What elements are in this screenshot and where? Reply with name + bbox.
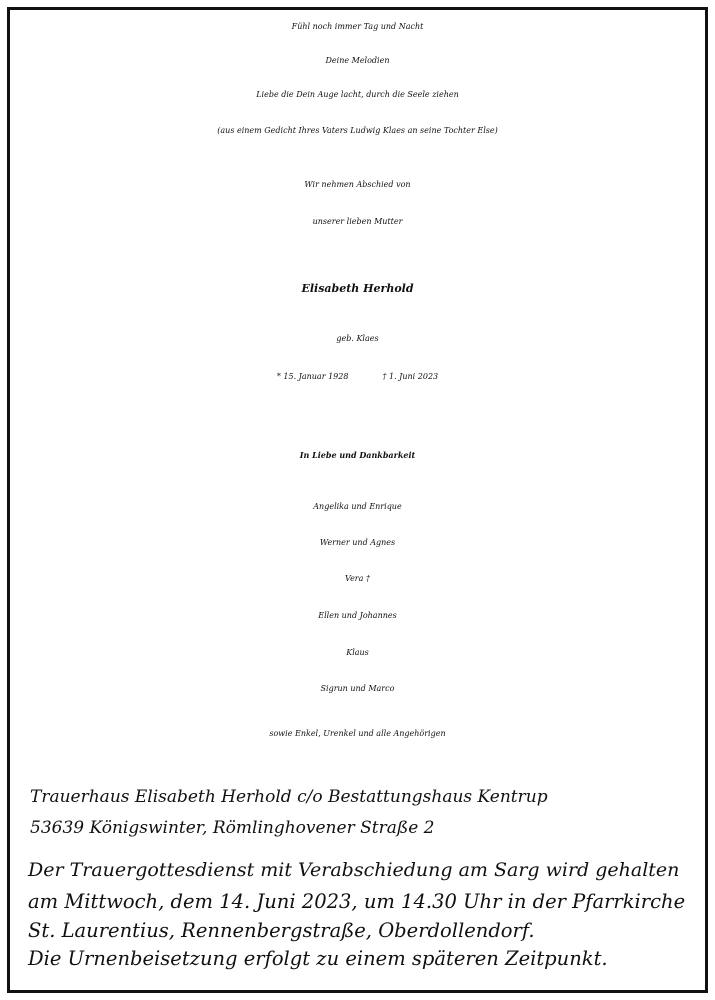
deceased-name: Elisabeth Herhold	[301, 282, 414, 295]
death-date: † 1. Juni 2023	[382, 372, 439, 381]
service-line-2: am Mittwoch, dem 14. Juni 2023, um 14.30 Uhr in der Pfarrkirche	[28, 890, 686, 913]
obituary-border	[7, 7, 708, 993]
poem-line-3: Liebe die Dein Auge lacht, durch die Seele ziehen	[256, 90, 459, 99]
mourner-name: Werner und Agnes	[319, 538, 396, 547]
birth-date: * 15. Januar 1928	[276, 372, 349, 381]
mourner-name: Angelika und Enrique	[313, 502, 402, 511]
poem-line-2: Deine Melodien	[325, 56, 390, 65]
service-line-3: St. Laurentius, Rennenbergstraße, Oberdollendorf.	[28, 919, 535, 942]
birth-name: geb. Klaes	[336, 334, 379, 343]
life-dates	[0, 373, 715, 381]
address-line-1: Trauerhaus Elisabeth Herhold c/o Bestattungshaus Kentrup	[30, 787, 548, 807]
mourner-name: Sigrun und Marco	[320, 684, 395, 693]
poem-line-1: Fühl noch immer Tag und Nacht	[291, 22, 424, 31]
service-line-4: Die Urnenbeisetzung erfolgt zu einem späteren Zeitpunkt.	[28, 947, 608, 970]
address-line-2: 53639 Königswinter, Römlinghovener Straße 2	[30, 818, 435, 838]
mourner-name: Klaus	[346, 648, 369, 657]
intro-line-1: Wir nehmen Abschied von	[304, 180, 411, 189]
poem-source: (aus einem Gedicht Ihres Vaters Ludwig Klaes an seine Tochter Else)	[217, 126, 498, 135]
other-mourners: sowie Enkel, Urenkel und alle Angehörigen	[269, 729, 446, 738]
mourner-name: Vera †	[345, 574, 370, 583]
mourner-name: Ellen und Johannes	[318, 611, 397, 620]
service-line-1: Der Trauergottesdienst mit Verabschiedung am Sarg wird gehalten	[28, 859, 680, 881]
mourners-heading: In Liebe und Dankbarkeit	[299, 450, 416, 460]
intro-line-2: unserer lieben Mutter	[312, 217, 403, 226]
